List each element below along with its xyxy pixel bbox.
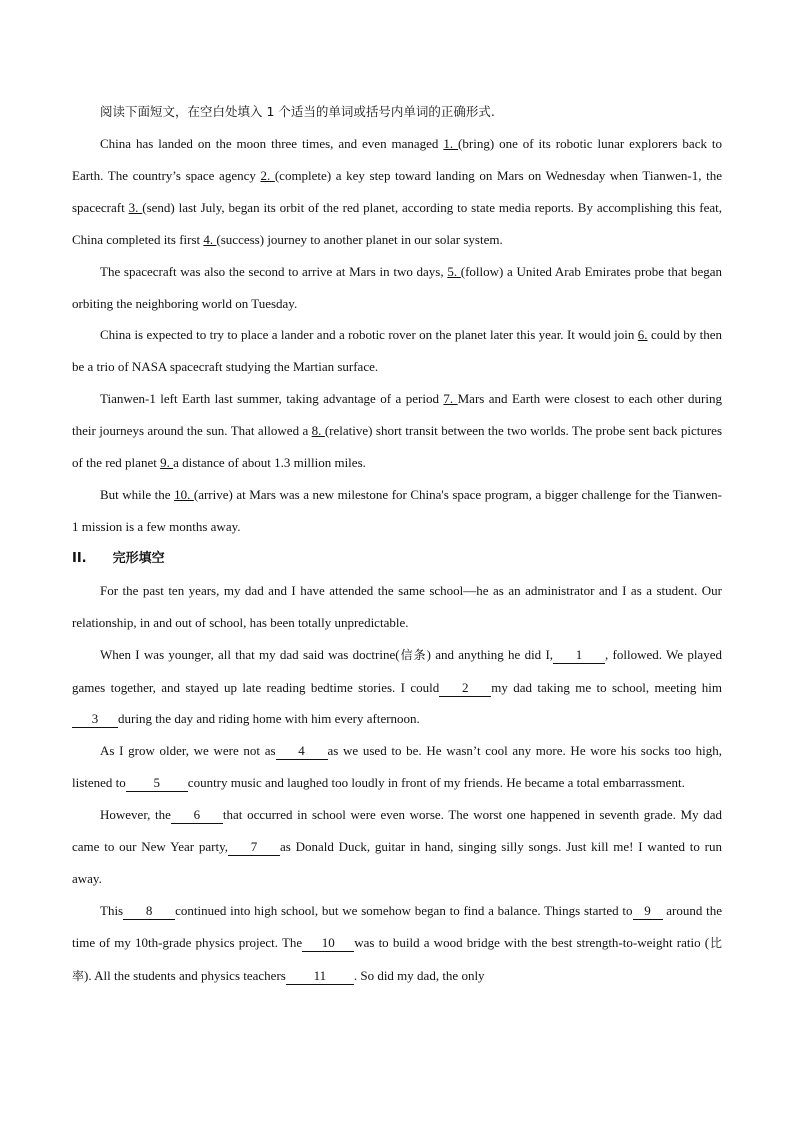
section-number: II. bbox=[72, 550, 87, 566]
passage1-paragraph-2: The spacecraft was also the second to arrive at Mars in two days, 5. (follow) a United Arab Emirates probe that began orbiting the neighboring world on Tuesday. bbox=[72, 263, 723, 311]
passage2-paragraph-3: As I grow older, we were not as 4 as we used to be. He wasn’t cool any more. He wore his socks too high, listened to 5 country music and laughed too loudly in front of my friends. He became a total embarrassment. bbox=[72, 743, 722, 791]
worksheet-page bbox=[72, 96, 722, 993]
cloze-blank-2[interactable]: 2 bbox=[439, 680, 491, 697]
blank-7[interactable]: 7. bbox=[443, 391, 458, 407]
cloze-blank-10[interactable]: 10 bbox=[302, 935, 354, 952]
passage1-paragraph-1: China has landed on the moon three times, and even managed 1. (bring) one of its robotic lunar explorers back to Earth. The country’s space agency 2. (complete) a key step toward landing on Mars on Wednesday when Tianwen-1, the spacecraft 3. (send) last July, began its orbit of the red planet, according to state media reports. By accomplishing this feat, China completed its first 4. (success) journey to another planet in our solar system. bbox=[72, 136, 723, 247]
cloze-blank-9[interactable]: 9 bbox=[633, 903, 663, 920]
cloze-blank-7[interactable]: 7 bbox=[228, 839, 280, 856]
cloze-blank-4[interactable]: 4 bbox=[276, 743, 328, 760]
passage1-paragraph-3: China is expected to try to place a lander and a robotic rover on the planet later this year. It would join 6. could by then be a trio of NASA spacecraft studying the Martian surface. bbox=[72, 327, 722, 375]
blank-4[interactable]: 4. bbox=[203, 231, 217, 247]
passage1-paragraph-5: But while the 10. (arrive) at Mars was a new milestone for China's space program, a bigger challenge for the Tianwen-1 mission is a few months away. bbox=[72, 486, 723, 534]
blank-10[interactable]: 10. bbox=[174, 486, 194, 502]
blank-2[interactable]: 2. bbox=[260, 167, 275, 183]
chinese-gloss-ratio: 比率 bbox=[72, 935, 722, 983]
passage1-paragraph-4: Tianwen-1 left Earth last summer, taking advantage of a period 7. Mars and Earth were closest to each other during their journeys around the sun. That allowed a 8. (relative) short transit between the two worlds. The probe sent back pictures of the red planet 9. a distance of about 1.3 million miles. bbox=[72, 391, 723, 471]
cloze-blank-8[interactable]: 8 bbox=[123, 903, 175, 920]
cloze-blank-1[interactable]: 1 bbox=[553, 647, 605, 664]
cloze-blank-6[interactable]: 6 bbox=[171, 807, 223, 824]
blank-8[interactable]: 8. bbox=[311, 423, 325, 439]
blank-9[interactable]: 9. bbox=[160, 455, 174, 471]
cloze-blank-11[interactable]: 11 bbox=[286, 968, 354, 985]
cloze-blank-3[interactable]: 3 bbox=[72, 711, 118, 728]
section-heading bbox=[72, 543, 722, 575]
passage2-paragraph-1: For the past ten years, my dad and I have attended the same school—he as an administrator and I as a student. Our relationship, in and out of school, has been totally unpredictable. bbox=[72, 582, 722, 630]
chinese-gloss: 信条 bbox=[399, 647, 427, 662]
passage2-paragraph-4: However, the 6 that occurred in school were even worse. The worst one happened in seventh grade. My dad came to our New Year party, 7 as Donald Duck, guitar in hand, singing silly songs. Just kill me! I wanted to run away. bbox=[72, 807, 723, 886]
instruction-line: 阅读下面短文，在空白处填入 1 个适当的单词或括号内单词的正确形式. bbox=[100, 104, 495, 119]
section-title: 完形填空 bbox=[112, 550, 165, 566]
blank-3[interactable]: 3. bbox=[128, 199, 143, 215]
passage2-paragraph-5: This 8 continued into high school, but we somehow began to find a balance. Things started to 9 around the time of my 10th-grade physics project. The 10 was to build a wood bridge with the best strength-to-weight ratio (比率). All the students and physics teachers 11 . So did my dad, the only bbox=[72, 902, 723, 983]
cloze-blank-5[interactable]: 5 bbox=[126, 775, 188, 792]
blank-6[interactable]: 6. bbox=[637, 327, 648, 343]
blank-1[interactable]: 1. bbox=[443, 136, 459, 151]
blank-5[interactable]: 5. bbox=[447, 263, 461, 279]
passage2-paragraph-2: When I was younger, all that my dad said was doctrine(信条) and anything he did I, 1 , followed. We played games together, and stayed up late reading bedtime stories. I could 2 my dad taking me to school, meeting him3 during the day and riding home with him every afternoon. bbox=[72, 646, 722, 727]
